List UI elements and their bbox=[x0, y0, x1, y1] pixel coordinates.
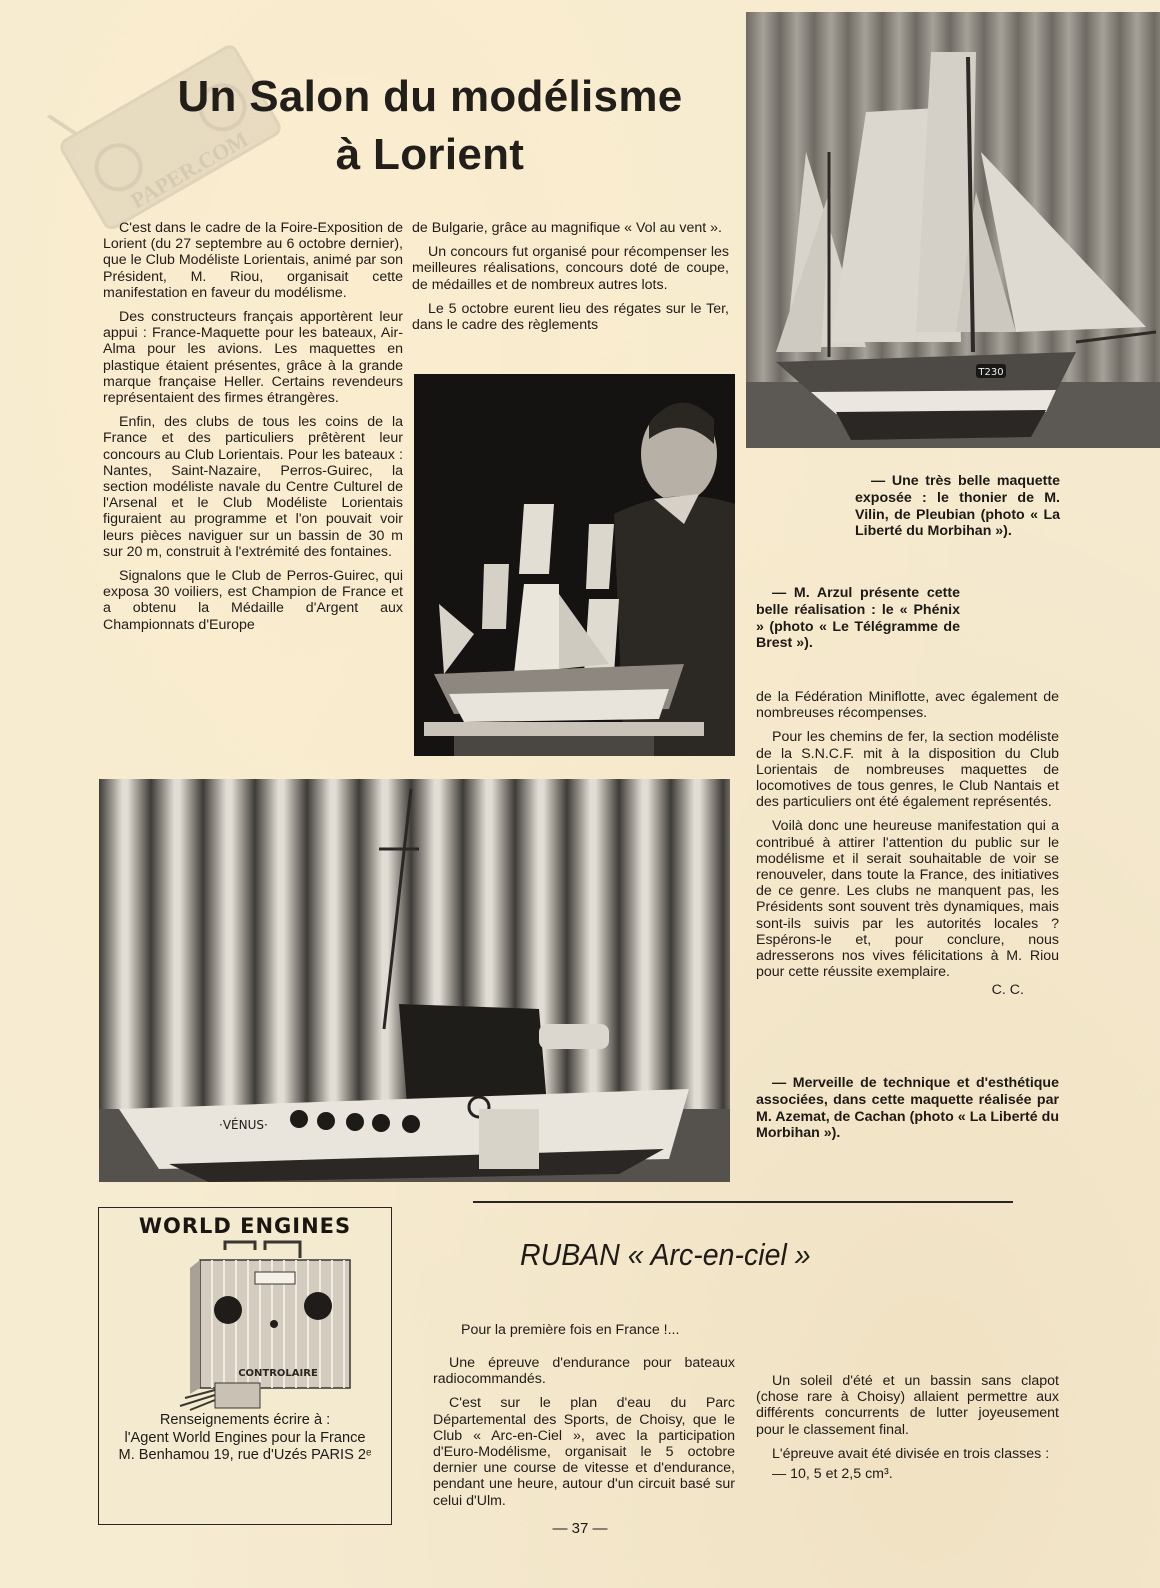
title-line-1: Un Salon du modélisme bbox=[177, 72, 683, 121]
paragraph: L'épreuve avait été divisée en trois classes : bbox=[772, 1445, 1050, 1462]
paragraph: Un concours fut organisé pour récompenser les meilleures réalisations, concours doté de coupe, de médailles et de nombreux autres lots. bbox=[412, 244, 729, 293]
paragraph: — 10, 5 et 2,5 cm³. bbox=[772, 1466, 893, 1483]
page-number: — 37 — bbox=[552, 1520, 608, 1537]
paragraph: C'est dans le cadre de la Foire-Exposition de Lorient (du 27 septembre au 6 octobre dernier), que le Club Modéliste Lorientais, animé par son Président, M. Riou, organisait cette manifestation en faveur du modélisme. bbox=[103, 220, 403, 301]
paragraph: de la Fédération Miniflotte, avec également de nombreuses récompenses. bbox=[756, 689, 1059, 722]
ad-product-image bbox=[99, 1238, 391, 1412]
article-title bbox=[130, 68, 730, 184]
ad-brand: WORLD ENGINES bbox=[138, 1214, 352, 1238]
paragraph: Pour les chemins de fer, la section modéliste de la S.N.C.F. mit à la disposition du Club Lorientais de nombreuses maquettes de locomotives de tous genres, le Club Nantais et des particuliers ont été également représentés. bbox=[756, 729, 1059, 811]
hull-number: T230 bbox=[978, 367, 1004, 378]
world-engines-ad bbox=[98, 1207, 392, 1525]
paragraph: Un soleil d'été et un bassin sans clapot (chose rare à Choisy) allaient permettre aux différents concurrents de lutter joyeusement pour le classement final. bbox=[756, 1373, 1059, 1438]
paragraph: Voilà donc une heureuse manifestation qui a contribué à attirer l'attention du public sur le modélisme et il serait souhaitable de voir se renouveler, dans toute la France, des initiatives de ce genre. Les clubs ne manquent pas, les Présidents sont souvent très dynamiques, mais sont-ils suivis par les autorités locales ? Espérons-le et, pour conclure, nous adresserons nos vives félicitations à M. Riou pour cette réussite exemplaire. bbox=[756, 818, 1059, 981]
photo-venus bbox=[99, 779, 730, 1182]
ad-line-2: l'Agent World Engines pour la France bbox=[124, 1429, 366, 1446]
article-column-2 bbox=[412, 220, 729, 341]
ad-product-label: CONTROLAIRE bbox=[238, 1368, 318, 1379]
paragraph: de Bulgarie, grâce au magnifique « Vol au vent ». bbox=[412, 220, 722, 236]
ruban-intro bbox=[445, 1322, 735, 1352]
paragraph: Une épreuve d'endurance pour bateaux radiocommandés. bbox=[433, 1355, 735, 1388]
caption-phenix: — M. Arzul présente cette belle réalisation : le « Phénix » (photo « Le Télégramme de Brest »). bbox=[756, 585, 960, 652]
watermark-text: PAPER.COM bbox=[126, 126, 253, 214]
ruban-title: RUBAN « Arc-en-ciel » bbox=[520, 1237, 811, 1272]
paragraph: Pour la première fois en France !... bbox=[461, 1322, 680, 1338]
ruban-column-right bbox=[756, 1373, 1059, 1490]
caption-venus: — Merveille de technique et d'esthétique associées, dans cette maquette réalisée par M. Azemat, de Cachan (photo « La Liberté du Morbihan »). bbox=[756, 1075, 1059, 1142]
signature: C. C. bbox=[991, 982, 1024, 999]
paragraph: Le 5 octobre eurent lieu des régates sur le Ter, dans le cadre des règlements bbox=[412, 300, 729, 334]
article-column-3 bbox=[756, 689, 1059, 999]
ad-line-3: M. Benhamou 19, rue d'Uzés PARIS 2ᵉ bbox=[118, 1447, 372, 1463]
paragraph: Enfin, des clubs de tous les coins de la France et des particuliers prêtèrent leur concours au Club Lorientais. Pour les bateaux : Nantes, Saint-Nazaire, Perros-Guirec, la section modéliste navale du Centre Culturel de l'Arsenal et le Club Modéliste Lorientais figuraient au programme et l'on pouvait voir leurs pièces naviguer sur un bassin de 30 m sur 20 m, construit à l'extrémité des fontaines. bbox=[103, 414, 403, 560]
section-divider bbox=[473, 1201, 1013, 1203]
photo-phenix bbox=[414, 374, 735, 756]
photo-thonier bbox=[746, 12, 1160, 448]
title-line-2: à Lorient bbox=[335, 130, 525, 179]
paragraph: Signalons que le Club de Perros-Guirec, qui exposa 30 voiliers, est Champion de France et a obtenu la Médaille d'Argent aux Championnats d'Europe bbox=[103, 568, 403, 633]
caption-thonier: — Une très belle maquette exposée : le thonier de M. Vilin, de Pleubian (photo « La Liberté du Morbihan »). bbox=[855, 473, 1060, 540]
paragraph: Des constructeurs français apportèrent leur appui : France-Maquette pour les bateaux, Air-Alma pour les avions. Les maquettes en plastique étaient présentes, grâce à la grande marque française Heller. Certains revendeurs représentaient des firmes étrangères. bbox=[103, 309, 403, 407]
article-column-1 bbox=[103, 220, 403, 641]
ruban-column-left bbox=[433, 1355, 735, 1517]
ad-line-1: Renseignements écrire à : bbox=[159, 1412, 331, 1428]
boat-name: ·VÉNUS· bbox=[219, 1118, 268, 1132]
paragraph: C'est sur le plan d'eau du Parc Départemental des Sports, de Choisy, que le Club « Arc-en-Ciel », avec la participation d'Euro-Modélisme, organisait le 5 octobre dernier une course de vitesse et d'endurance, pendant une heure, autour d'un circuit basé sur celui d'Ulm. bbox=[433, 1395, 735, 1509]
